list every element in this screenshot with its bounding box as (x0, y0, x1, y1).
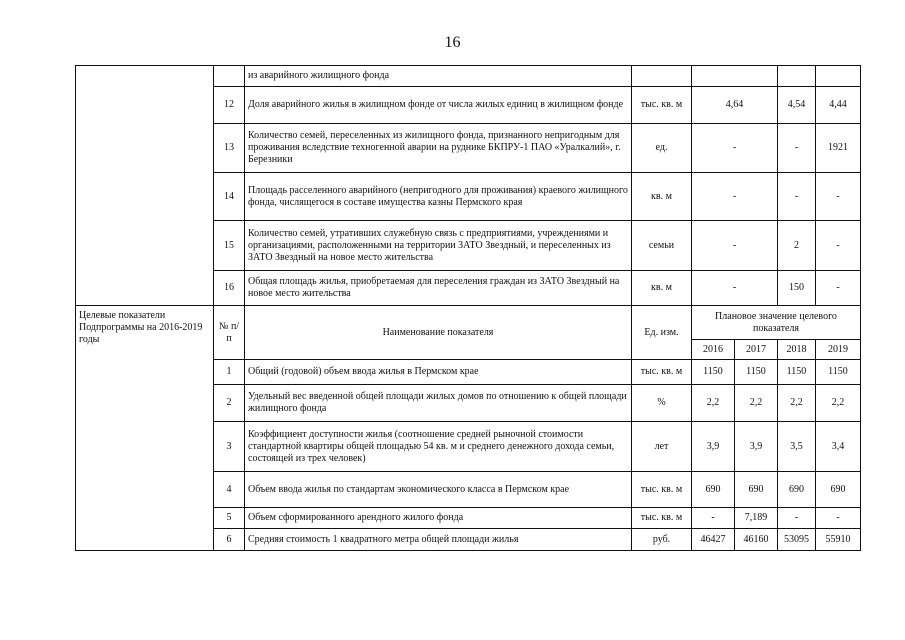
row-number: 12 (214, 87, 245, 124)
header-name: Наименование показателя (245, 306, 632, 360)
value-2017: 46160 (735, 529, 778, 551)
indicator-name: Общий (годовой) объем ввода жилья в Пермском крае (245, 360, 632, 385)
indicator-name: из аварийного жилищного фонда (245, 66, 632, 87)
value-2017: 3,9 (735, 422, 778, 472)
value-2016: 690 (692, 472, 735, 508)
table-row (76, 66, 861, 87)
row-number: 6 (214, 529, 245, 551)
row-number: 15 (214, 221, 245, 271)
year-2016: 2016 (692, 340, 735, 360)
row-number: 4 (214, 472, 245, 508)
value-2017: 7,189 (735, 508, 778, 529)
value: - (778, 173, 816, 221)
value-2019: 690 (816, 472, 861, 508)
empty-label-cell (76, 66, 214, 306)
unit: ед. (632, 124, 692, 173)
indicator-name: Объем ввода жилья по стандартам экономического класса в Пермском крае (245, 472, 632, 508)
value-2018: 1150 (778, 360, 816, 385)
value-2018: 2,2 (778, 385, 816, 422)
indicator-name: Количество семей, переселенных из жилищного фонда, признанного непригодным для проживания вследствие техногенной аварии на руднике БКПРУ-1 ПАО «Уралкалий», г. Березники (245, 124, 632, 173)
value: 4,64 (692, 87, 778, 124)
value-2019: 55910 (816, 529, 861, 551)
value-2016: 3,9 (692, 422, 735, 472)
page-number: 16 (444, 34, 461, 51)
value: - (816, 271, 861, 306)
value-2017: 690 (735, 472, 778, 508)
value-2016: 1150 (692, 360, 735, 385)
value-2018: 53095 (778, 529, 816, 551)
value-2019: 1150 (816, 360, 861, 385)
value: - (692, 124, 778, 173)
row-number: 2 (214, 385, 245, 422)
unit: % (632, 385, 692, 422)
value-2016: - (692, 508, 735, 529)
indicator-name: Количество семей, утративших служебную связь с предприятиями, учреждениями и организациями, расположенными на территории ЗАТО Звездный, и переселенных из ЗАТО Звездный на новое место жительства (245, 221, 632, 271)
indicator-name: Объем сформированного арендного жилого фонда (245, 508, 632, 529)
value (816, 66, 861, 87)
indicator-name: Средняя стоимость 1 квадратного метра общей площади жилья (245, 529, 632, 551)
year-2017: 2017 (735, 340, 778, 360)
value-2017: 2,2 (735, 385, 778, 422)
value: 2 (778, 221, 816, 271)
indicator-name: Коэффициент доступности жилья (соотношение средней рыночной стоимости стандартной квартиры общей площадью 54 кв. м и среднего денежного дохода семьи, состоящей из трех человек) (245, 422, 632, 472)
value-2019: 2,2 (816, 385, 861, 422)
value-2019: 3,4 (816, 422, 861, 472)
row-number (214, 66, 245, 87)
unit: тыс. кв. м (632, 472, 692, 508)
value (692, 66, 778, 87)
row-number: 16 (214, 271, 245, 306)
value: 1921 (816, 124, 861, 173)
unit: тыс. кв. м (632, 87, 692, 124)
section-label: Целевые показатели Подпрограммы на 2016-2019 годы (76, 306, 214, 551)
value: - (778, 124, 816, 173)
year-2018: 2018 (778, 340, 816, 360)
unit (632, 66, 692, 87)
unit: руб. (632, 529, 692, 551)
value-2017: 1150 (735, 360, 778, 385)
year-2019: 2019 (816, 340, 861, 360)
value: - (692, 221, 778, 271)
value: 4,44 (816, 87, 861, 124)
unit: семьи (632, 221, 692, 271)
header-row (76, 306, 861, 340)
value-2016: 46427 (692, 529, 735, 551)
unit: тыс. кв. м (632, 360, 692, 385)
indicator-name: Площадь расселенного аварийного (непригодного для проживания) краевого жилищного фонда, числящегося в составе имущества казны Пермского края (245, 173, 632, 221)
indicators-table (75, 65, 861, 551)
row-number: 1 (214, 360, 245, 385)
value: - (816, 173, 861, 221)
value: - (692, 173, 778, 221)
value-2018: - (778, 508, 816, 529)
unit: лет (632, 422, 692, 472)
row-number: 14 (214, 173, 245, 221)
header-plan: Плановое значение целевого показателя (692, 306, 861, 340)
value: 4,54 (778, 87, 816, 124)
unit: тыс. кв. м (632, 508, 692, 529)
row-number: 5 (214, 508, 245, 529)
value-2018: 690 (778, 472, 816, 508)
value-2019: - (816, 508, 861, 529)
value (778, 66, 816, 87)
row-number: 3 (214, 422, 245, 472)
header-no: № п/п (214, 306, 245, 360)
indicator-name: Удельный вес введенной общей площади жилых домов по отношению к общей площади жилищного фонда (245, 385, 632, 422)
value: - (816, 221, 861, 271)
value: 150 (778, 271, 816, 306)
indicator-name: Доля аварийного жилья в жилищном фонде от числа жилых единиц в жилищном фонде (245, 87, 632, 124)
header-unit: Ед. изм. (632, 306, 692, 360)
indicator-name: Общая площадь жилья, приобретаемая для переселения граждан из ЗАТО Звездный на новое место жительства (245, 271, 632, 306)
unit: кв. м (632, 271, 692, 306)
value-2018: 3,5 (778, 422, 816, 472)
value: - (692, 271, 778, 306)
unit: кв. м (632, 173, 692, 221)
value-2016: 2,2 (692, 385, 735, 422)
row-number: 13 (214, 124, 245, 173)
